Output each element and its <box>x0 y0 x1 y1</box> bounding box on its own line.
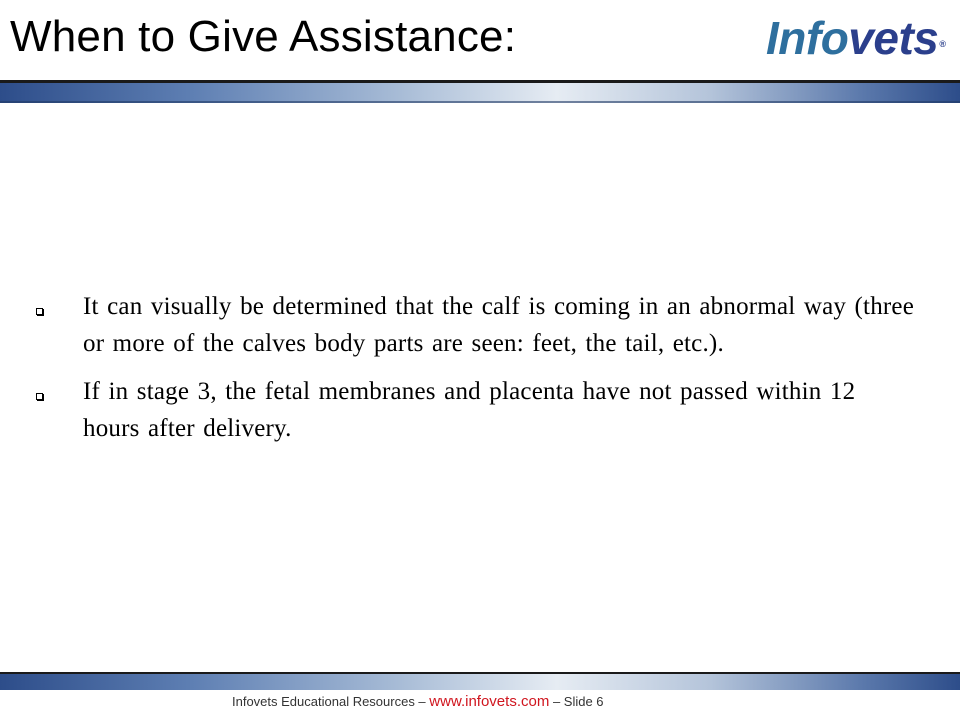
bullet-item <box>36 373 916 447</box>
slide-title: When to Give Assistance: <box>10 12 517 61</box>
footer-prefix: Infovets Educational Resources – <box>232 694 430 709</box>
slide-footer <box>232 693 604 710</box>
bullet-text: It can visually be determined that the calf is coming in an abnormal way (three or more of the calves body parts are seen: feet, the tail, etc.). <box>83 293 915 357</box>
slide-header <box>0 0 960 80</box>
footer-gradient-bar <box>0 674 960 690</box>
hollow-square-bullet-icon <box>36 308 43 315</box>
logo-text-info: Info <box>766 12 849 64</box>
hollow-square-bullet-icon <box>36 393 43 400</box>
infovets-logo <box>766 10 946 66</box>
logo-text-vets: vets <box>848 12 939 64</box>
bullet-item <box>36 288 916 362</box>
bullet-text: If in stage 3, the fetal membranes and placenta have not passed within 12 hours after delivery. <box>83 378 856 442</box>
registered-mark: ® <box>939 39 946 49</box>
footer-slide-number: – Slide 6 <box>549 694 604 709</box>
footer-website-link[interactable]: www.infovets.com <box>429 693 550 710</box>
slide-body <box>36 288 916 458</box>
header-gradient-bar <box>0 83 960 103</box>
